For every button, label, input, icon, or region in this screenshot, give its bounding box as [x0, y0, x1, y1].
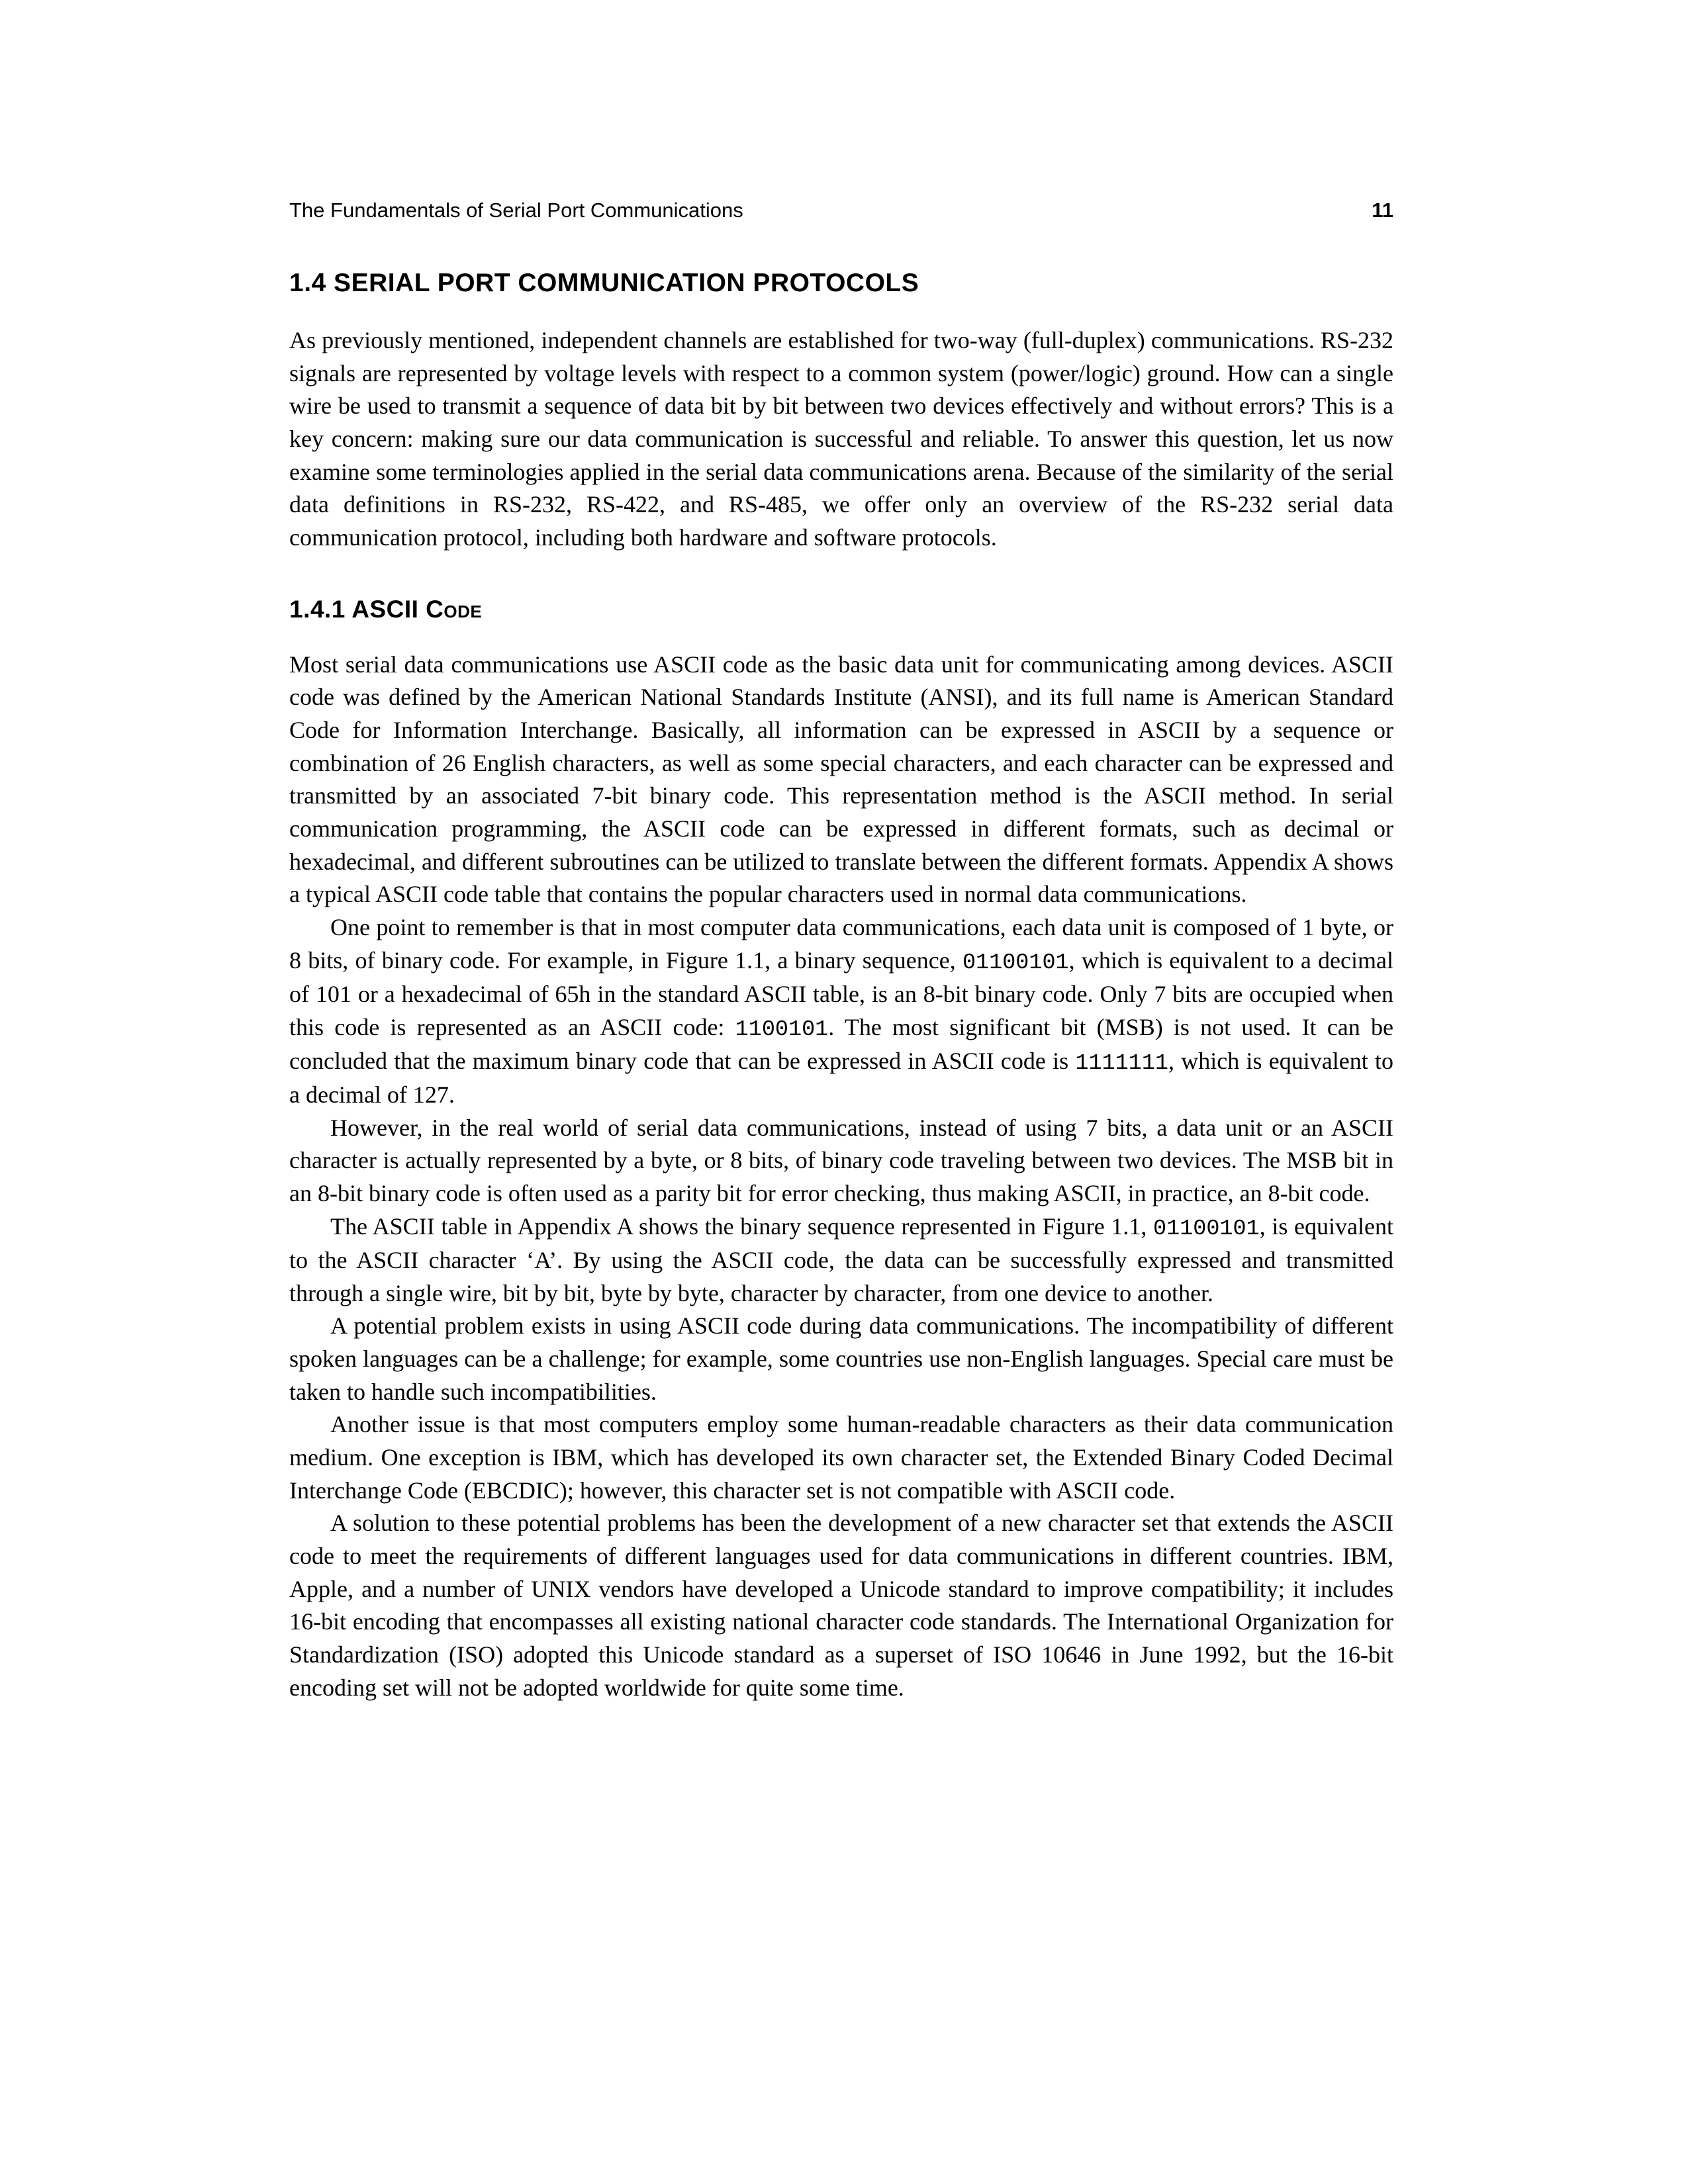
- text-run: However, in the real world of serial data communications, instead of using 7 bits, a data unit or an ASCII character is actually represented by a byte, or 8 bits, of binary code traveling between two devices. The MSB bit in an 8-bit binary code is often used as a parity bit for error checking, thus making ASCII, in practice, an 8-bit code.: [289, 1114, 1393, 1207]
- binary-code: 01100101: [1153, 1216, 1260, 1242]
- text-run: Most serial data communications use ASCII code as the basic data unit for communicating among devices. ASCII code was defined by the American National Standards Institute (ANSI), and its full name is American Standard Code for Information Interchange. Basically, all information can be expressed in ASCII by a sequence or combination of 26 English characters, as well as some special characters, and each character can be expressed and transmitted by an associated 7-bit binary code. This representation method is the ASCII method. In serial communication programming, the ASCII code can be expressed in different formats, such as decimal or hexadecimal, and different subroutines can be utilized to translate between the different formats. Appendix A shows a typical ASCII code table that contains the popular characters used in normal data communications.: [289, 651, 1393, 908]
- binary-code: 01100101: [962, 950, 1069, 976]
- binary-code: 1100101: [735, 1017, 829, 1042]
- text-run: A solution to these potential problems has been the development of a new character set that extends the ASCII code to meet the requirements of different languages used for data communications in different countries. IBM, Apple, and a number of UNIX vendors have developed a Unicode standard to improve compatibility; it includes 16-bit encoding that encompasses all existing national character code standards. The International Organization for Standardization (ISO) adopted this Unicode standard as a superset of ISO 10646 in June 1992, but the 16-bit encoding set will not be adopted worldwide for quite some time.: [289, 1510, 1393, 1701]
- text-run: One point to remember is that in most computer data communications, each data unit is composed of 1 byte, or 8 bits, of binary code. For example, in Figure 1.1, a binary sequence,: [289, 914, 1393, 974]
- text-run: Another issue is that most computers employ some human-readable characters as their data communication medium. One exception is IBM, which has developed its own character set, the Extended Binary Coded Decimal Interchange Code (EBCDIC); however, this character set is not compatible with ASCII code.: [289, 1411, 1393, 1504]
- paragraph: [289, 911, 1393, 1112]
- text-run: A potential problem exists in using ASCII code during data communications. The incompatibility of different spoken languages can be a challenge; for example, some countries use non-English languages. Special care must be taken to handle such incompatibilities.: [289, 1312, 1393, 1405]
- text-run: . The most significant bit (MSB) is not used. It can be concluded that the maximum binary code that can be expressed in ASCII code is: [289, 1013, 1393, 1074]
- section-heading: 1.4 SERIAL PORT COMMUNICATION PROTOCOLS: [289, 269, 919, 297]
- paragraph: [289, 324, 1393, 555]
- paragraph: [289, 1210, 1393, 1310]
- running-title: The Fundamentals of Serial Port Communications: [289, 199, 743, 222]
- document-blocks: [289, 269, 1393, 1704]
- subsection-heading: 1.4.1 ASCII Code: [289, 595, 483, 623]
- running-head: [289, 199, 1393, 222]
- text-run: The ASCII table in Appendix A shows the binary sequence represented in Figure 1.1,: [330, 1212, 1154, 1240]
- binary-code: 1111111: [1075, 1050, 1168, 1076]
- paragraph: [289, 649, 1393, 911]
- text-run: , which is equivalent to a decimal of 101 or a hexadecimal of 65h in the standard ASCII table, is an 8-bit binary code. Only 7 bits are occupied when this code is represented as an ASCII code:: [289, 946, 1393, 1040]
- paragraph: [289, 1112, 1393, 1210]
- paragraph: [289, 1408, 1393, 1507]
- paragraph: [289, 1507, 1393, 1704]
- text-run: As previously mentioned, independent channels are established for two-way (full-duplex) communications. RS-232 signals are represented by voltage levels with respect to a common system (power/logic) ground. How can a single wire be used to transmit a sequence of data bit by bit between two devices effectively and without errors? This is a key concern: making sure our data communication is successful and reliable. To answer this question, let us now examine some terminologies applied in the serial data communications arena. Because of the similarity of the serial data definitions in RS-232, RS-422, and RS-485, we offer only an overview of the RS-232 serial data communication protocol, including both hardware and software protocols.: [289, 327, 1393, 551]
- paragraph: [289, 1310, 1393, 1408]
- page-number: 11: [1372, 199, 1393, 222]
- text-run: , is equivalent to the ASCII character ‘A’. By using the ASCII code, the data can be successfully expressed and transmitted through a single wire, bit by bit, byte by byte, character by character, from one device to another.: [289, 1212, 1393, 1306]
- text-run: , which is equivalent to a decimal of 127.: [289, 1047, 1393, 1109]
